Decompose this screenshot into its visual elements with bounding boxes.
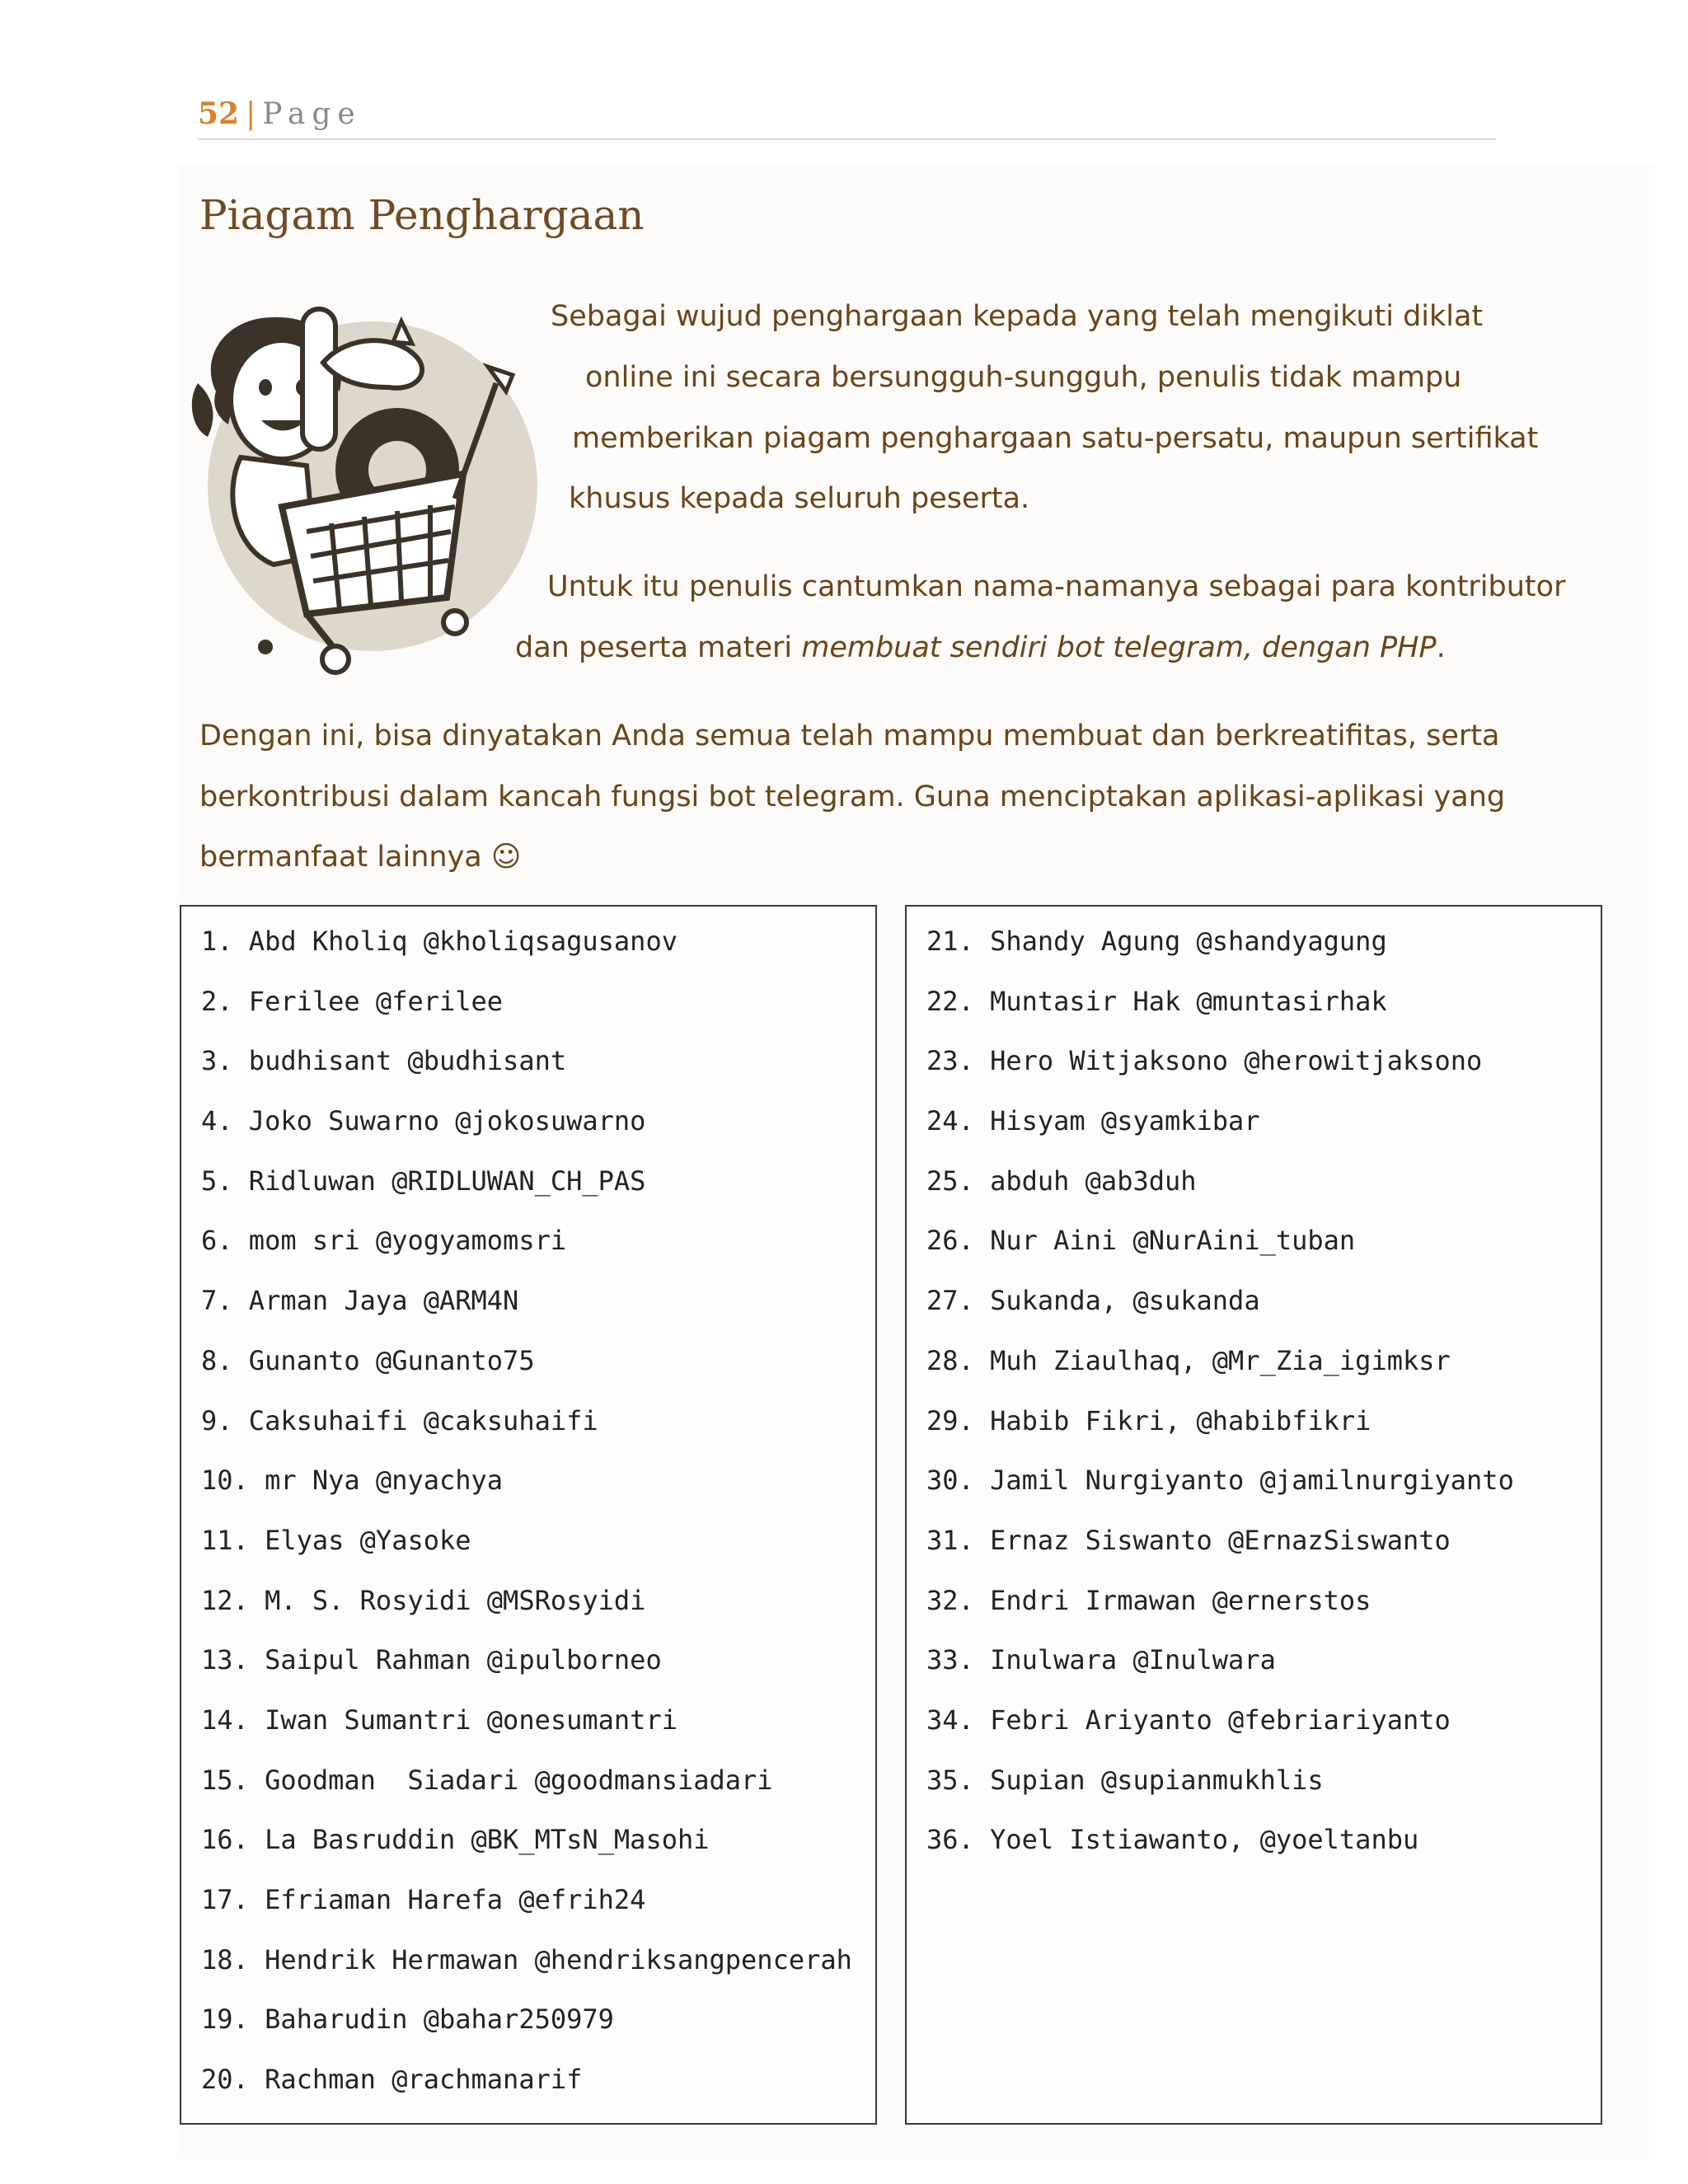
woman-shopping-cart-illustration — [183, 284, 562, 680]
contributor-list-right — [905, 905, 1602, 2125]
closing-line-2: berkontribusi dalam kancah fungsi bot telegram. Guna menciptakan aplikasi-aplikasi yang — [199, 780, 1506, 813]
contributor-list-left — [180, 905, 877, 2125]
list-item: 8. Gunanto @Gunanto75 — [201, 1344, 535, 1376]
list-item: 29. Habib Fikri, @habibfikri — [926, 1404, 1372, 1436]
list-item: 5. Ridluwan @RIDLUWAN_CH_PAS — [201, 1165, 646, 1197]
intro-line-6 — [515, 617, 1446, 678]
contributor-list — [907, 907, 1601, 1875]
intro-line-6-italic: membuat sendiri bot telegram, dengan PHP — [801, 631, 1437, 664]
intro-line-4: khusus kepada seluruh peserta. — [569, 482, 1030, 515]
list-item: 15. Goodman Siadari @goodmansiadari — [201, 1764, 773, 1796]
list-item: 9. Caksuhaifi @caksuhaifi — [201, 1404, 598, 1436]
list-item: 36. Yoel Istiawanto, @yoeltanbu — [926, 1824, 1419, 1856]
page-label: Page — [262, 97, 362, 131]
list-item: 14. Iwan Sumantri @onesumantri — [201, 1704, 678, 1736]
list-item: 12. M. S. Rosyidi @MSRosyidi — [201, 1584, 646, 1616]
contributor-list — [181, 907, 875, 2115]
closing-line-1: Dengan ini, bisa dinyatakan Anda semua telah mampu membuat dan berkreatifitas, serta — [199, 719, 1500, 752]
list-item: 35. Supian @supianmukhlis — [926, 1764, 1324, 1796]
list-item: 13. Saipul Rahman @ipulborneo — [201, 1644, 662, 1676]
list-item: 20. Rachman @rachmanarif — [201, 2064, 583, 2096]
page-title: Piagam Penghargaan — [199, 191, 645, 239]
list-item: 7. Arman Jaya @ARM4N — [201, 1285, 519, 1317]
intro-line-1: Sebagai wujud penghargaan kepada yang telah mengikuti diklat — [551, 300, 1484, 333]
intro-line-6-prefix: dan peserta materi — [515, 631, 802, 664]
list-item: 6. mom sri @yogyamomsri — [201, 1225, 567, 1257]
list-item: 23. Hero Witjaksono @herowitjaksono — [926, 1045, 1483, 1077]
list-item: 26. Nur Aini @NurAini_tuban — [926, 1225, 1356, 1257]
page-number: 52 — [198, 96, 240, 131]
list-item: 24. Hisyam @syamkibar — [926, 1105, 1260, 1137]
list-item: 22. Muntasir Hak @muntasirhak — [926, 985, 1387, 1017]
intro-line-5: Untuk itu penulis cantumkan nama-namanya sebagai para kontributor — [547, 570, 1566, 603]
list-item: 2. Ferilee @ferilee — [201, 985, 504, 1017]
page-header — [198, 91, 1496, 140]
list-item: 16. La Basruddin @BK_MTsN_Masohi — [201, 1824, 710, 1856]
list-item: 4. Joko Suwarno @jokosuwarno — [201, 1105, 646, 1137]
list-item: 18. Hendrik Hermawan @hendriksangpencerah — [201, 1943, 852, 1975]
list-item: 21. Shandy Agung @shandyagung — [926, 926, 1387, 957]
list-item: 17. Efriaman Harefa @efrih24 — [201, 1884, 646, 1915]
intro-line-6-suffix: . — [1436, 631, 1446, 664]
closing-line-3: bermanfaat lainnya ☺ — [199, 841, 522, 874]
list-item: 3. budhisant @budhisant — [201, 1045, 567, 1077]
list-item: 27. Sukanda, @sukanda — [926, 1285, 1260, 1317]
list-item: 31. Ernaz Siswanto @ErnazSiswanto — [926, 1524, 1451, 1556]
intro-line-2: online ini secara bersungguh-sungguh, penulis tidak mampu — [585, 361, 1462, 394]
list-item: 34. Febri Ariyanto @febriariyanto — [926, 1704, 1451, 1736]
list-item: 1. Abd Kholiq @kholiqsagusanov — [201, 926, 678, 957]
list-item: 11. Elyas @Yasoke — [201, 1524, 471, 1556]
header-separator: | — [246, 97, 256, 131]
list-item: 32. Endri Irmawan @ernerstos — [926, 1584, 1372, 1616]
list-item: 10. mr Nya @nyachya — [201, 1465, 504, 1497]
list-item: 28. Muh Ziaulhaq, @Mr_Zia_igimksr — [926, 1344, 1451, 1376]
list-item: 30. Jamil Nurgiyanto @jamilnurgiyanto — [926, 1465, 1514, 1497]
list-item: 25. abduh @ab3duh — [926, 1165, 1197, 1197]
intro-line-3: memberikan piagam penghargaan satu-persatu, maupun sertifikat — [572, 422, 1539, 455]
list-item: 33. Inulwara @Inulwara — [926, 1644, 1276, 1676]
list-item: 19. Baharudin @bahar250979 — [201, 2004, 614, 2036]
